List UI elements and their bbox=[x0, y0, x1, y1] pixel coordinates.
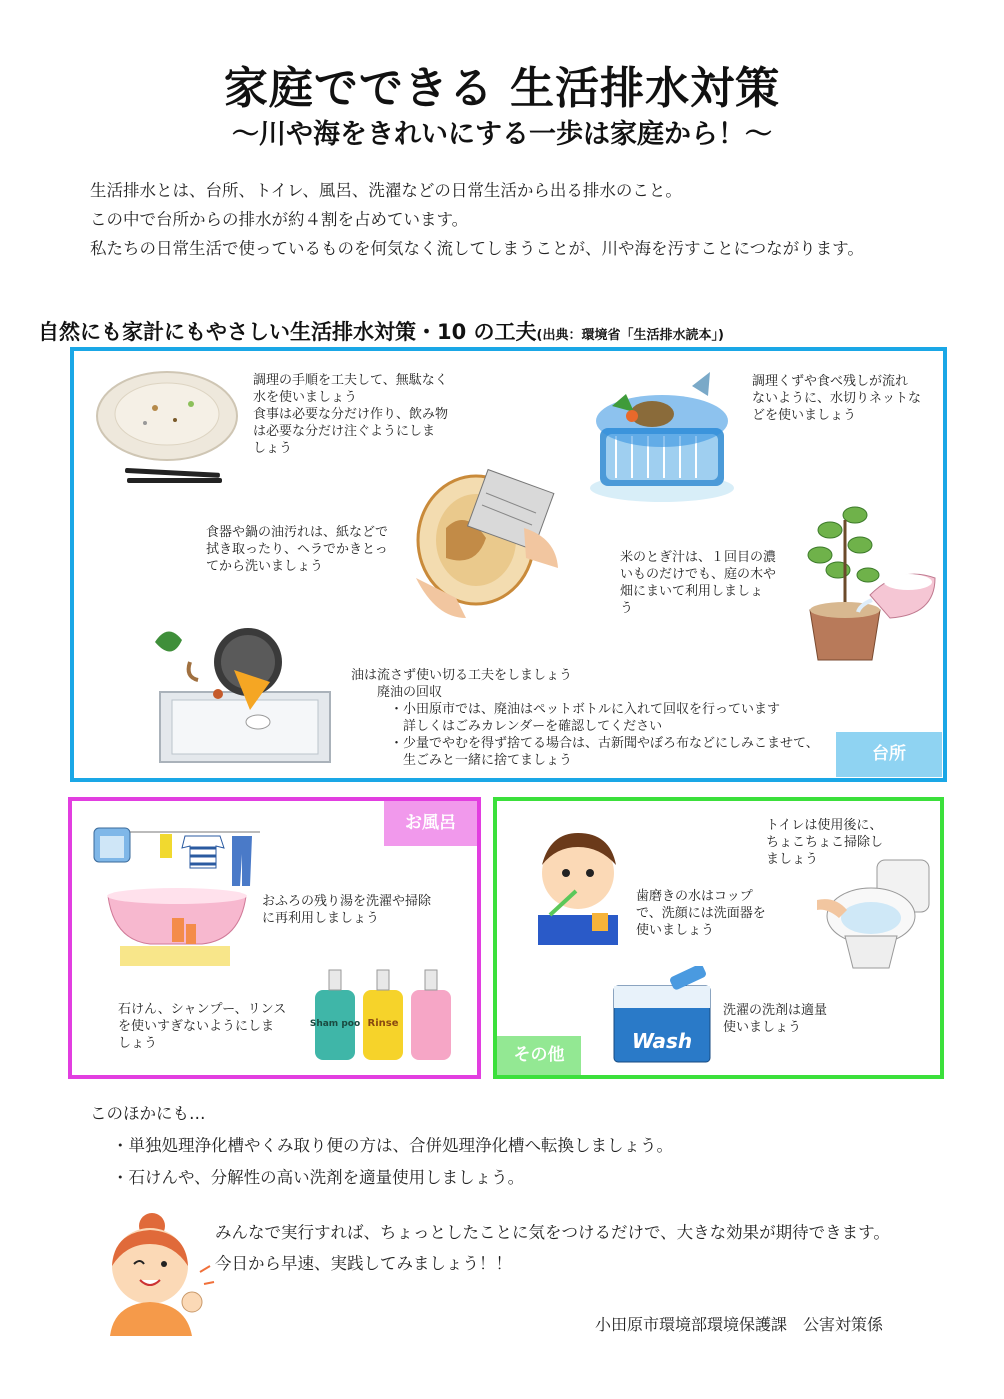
more-item: ・石けんや、分解性の高い洗剤を適量使用しましょう。 bbox=[112, 1168, 525, 1187]
woman-ok-sign-icon bbox=[100, 1208, 215, 1336]
intro-line: 私たちの日常生活で使っているものを何気なく流してしまうことが、川や海を汚すことにつながります。 bbox=[90, 239, 864, 258]
shampoo-label: Sham poo bbox=[309, 1019, 361, 1029]
sink-strainer-net-icon bbox=[582, 366, 742, 508]
other-tip-3: 洗濯の洗剤は適量 使いましょう bbox=[723, 1003, 828, 1035]
bathtub-laundry-icon bbox=[90, 818, 265, 968]
other-tip-2: 歯磨きの水はコップ で、洗顔には洗面器を 使いましょう bbox=[636, 889, 766, 938]
sink-oil-pan-icon bbox=[150, 622, 345, 772]
page-subtitle: 〜川や海をきれいにする一歩は家庭から！〜 bbox=[232, 119, 772, 150]
intro-paragraph bbox=[90, 176, 970, 263]
toilet-cleaning-icon bbox=[815, 856, 935, 971]
more-item: ・単独処理浄化槽やくみ取り便の方は、合併処理浄化槽へ転換しましょう。 bbox=[112, 1136, 673, 1155]
bath-tip-2: 石けん、シャンプー、リンス を使いすぎないようにしま しょう bbox=[118, 1002, 287, 1051]
laundry-detergent-icon bbox=[608, 966, 716, 1066]
other-tip-1: トイレは使用後に、 ちょこちょこ掃除し ましょう bbox=[766, 818, 884, 867]
kitchen-tip-2: 調理くずや食べ残しが流れ ないように、水切りネットな どを使いましょう bbox=[752, 374, 922, 423]
other-tag: その他 bbox=[497, 1036, 581, 1075]
kitchen-tag: 台所 bbox=[836, 732, 942, 777]
plant-watering-icon bbox=[800, 500, 940, 670]
kitchen-tip-4: 米のとぎ汁は、１回目の濃 いものだけでも、庭の木や 畑にまいて利用しましょ う bbox=[620, 550, 777, 616]
bath-tip-1: おふろの残り湯を洗濯や掃除 に再利用しましょう bbox=[262, 894, 432, 926]
more-heading: このほかにも… bbox=[90, 1104, 206, 1123]
child-brushing-teeth-icon bbox=[530, 825, 625, 945]
shampoo-bottles-icon bbox=[305, 964, 455, 1064]
section-title-text: 自然にも家計にもやさしい生活排水対策・10 の工夫 bbox=[38, 320, 537, 344]
intro-line: この中で台所からの排水が約４割を占めています。 bbox=[90, 210, 469, 229]
more-tips bbox=[90, 1098, 673, 1194]
credit-line: 小田原市環境部環境保護課 公害対策係 bbox=[595, 1315, 884, 1334]
bath-tag: お風呂 bbox=[384, 801, 477, 846]
rinse-label: Rinse bbox=[367, 1018, 399, 1029]
kitchen-tip-1: 調理の手順を工夫して、無駄なく 水を使いましょう 食事は必要な分だけ作り、飲み物 は必要な分だけ注ぐようにしま しょう bbox=[253, 373, 449, 456]
plate-leftovers-icon bbox=[95, 368, 240, 488]
closing-message: みんなで実行すれば、ちょっとしたことに気をつけるだけで、大きな効果が期待できます。 今日から早速、実践してみましょう！！ bbox=[215, 1223, 890, 1273]
section-title bbox=[38, 316, 724, 346]
wiping-oily-plate-icon bbox=[406, 468, 561, 620]
section-source: (出典：環境省「生活排水読本」) bbox=[536, 328, 724, 343]
page-title: 家庭でできる 生活排水対策 bbox=[223, 63, 781, 114]
wash-label: Wash bbox=[631, 1029, 693, 1053]
kitchen-tip-3: 食器や鍋の油汚れは、紙などで 拭き取ったり、ヘラでかきとっ てから洗いましょう bbox=[206, 525, 389, 574]
intro-line: 生活排水とは、台所、トイレ、風呂、洗濯などの日常生活から出る排水のこと。 bbox=[90, 181, 682, 200]
kitchen-tip-5: 油は流さず使い切る工夫をしましょう 廃油の回収 ・小田原市では、廃油はペットボトルに入れて回収を行っています 詳しくはごみカレンダーを確認してください ・少量でやむを得ず捨てる場合は、古新聞やぼろ布などにしみこませて、 生ごみと一緒に捨てましょう bbox=[351, 668, 819, 768]
